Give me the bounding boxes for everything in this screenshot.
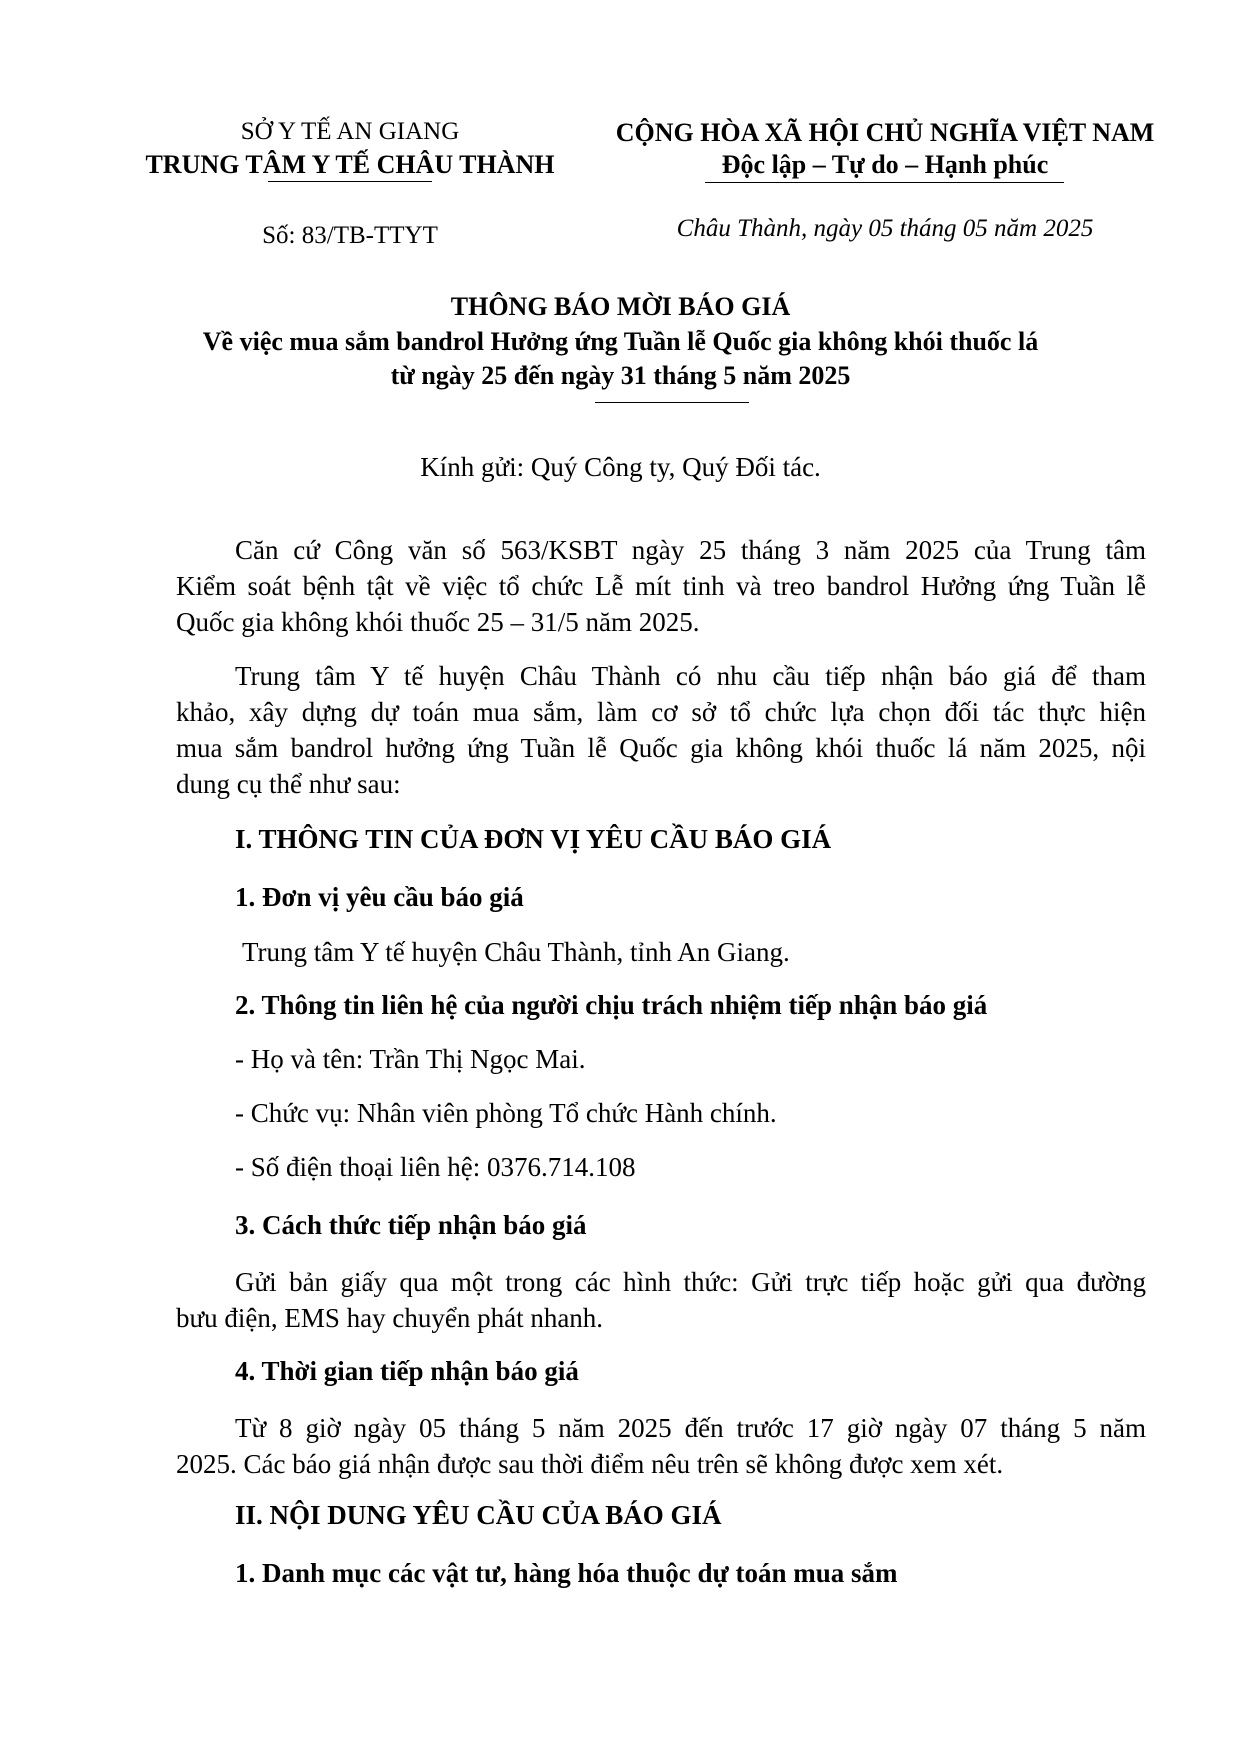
- paragraph-line: bưu điện, EMS hay chuyển phát nhanh.: [176, 1303, 604, 1333]
- paragraph-line: Quốc gia không khói thuốc 25 – 31/5 năm 2025.: [176, 607, 700, 637]
- agency-underline: [268, 181, 432, 182]
- agency-name: TRUNG TÂM Y TẾ CHÂU THÀNH: [145, 150, 555, 179]
- paragraph-line: Gửi bản giấy qua một trong các hình thức: Gửi trực tiếp hoặc gửi qua đường: [235, 1267, 1146, 1297]
- motto-underline: [705, 182, 1064, 183]
- document-subject-line-2: từ ngày 25 đến ngày 31 tháng 5 năm 2025: [390, 361, 851, 390]
- national-motto: Độc lập – Tự do – Hạnh phúc: [721, 150, 1049, 179]
- requesting-unit-name: Trung tâm Y tế huyện Châu Thành, tỉnh An Giang.: [242, 937, 790, 967]
- contact-position: - Chức vụ: Nhân viên phòng Tổ chức Hành chính.: [235, 1098, 777, 1128]
- subsection-heading: 2. Thông tin liên hệ của người chịu trách nhiệm tiếp nhận báo giá: [235, 990, 988, 1020]
- section-heading-1: I. THÔNG TIN CỦA ĐƠN VỊ YÊU CẦU BÁO GIÁ: [235, 824, 832, 854]
- paragraph-legal-basis: [176, 532, 1146, 640]
- paragraph-line: Căn cứ Công văn số 563/KSBT ngày 25 tháng 3 năm 2025 của Trung tâm: [235, 535, 1146, 565]
- paragraph-line: Từ 8 giờ ngày 05 tháng 5 năm 2025 đến trước 17 giờ ngày 07 tháng 5 năm: [235, 1413, 1146, 1443]
- national-title: CỘNG HÒA XÃ HỘI CHỦ NGHĨA VIỆT NAM: [615, 118, 1155, 147]
- document-title: THÔNG BÁO MỜI BÁO GIÁ: [450, 292, 791, 321]
- paragraph-line: khảo, xây dựng dự toán mua sắm, làm cơ sở tổ chức lựa chọn đối tác thực hiện: [176, 697, 1146, 727]
- paragraph-line: Kiểm soát bệnh tật về việc tổ chức Lễ mít tinh và treo bandrol Hưởng ứng Tuần lễ: [176, 571, 1146, 601]
- paragraph-line: dung cụ thể như sau:: [176, 769, 401, 799]
- subsection-heading: 3. Cách thức tiếp nhận báo giá: [235, 1210, 587, 1240]
- document-date: Châu Thành, ngày 05 tháng 05 năm 2025: [676, 215, 1094, 242]
- contact-phone: - Số điện thoại liên hệ: 0376.714.108: [235, 1152, 636, 1182]
- paragraph-submission-time: [176, 1410, 1146, 1482]
- salutation: Kính gửi: Quý Công ty, Quý Đối tác.: [420, 452, 821, 482]
- subsection-heading: 4. Thời gian tiếp nhận báo giá: [235, 1356, 579, 1386]
- contact-name: - Họ và tên: Trần Thị Ngọc Mai.: [235, 1044, 586, 1074]
- paragraph-line: 2025. Các báo giá nhận được sau thời điểm nêu trên sẽ không được xem xét.: [176, 1449, 1004, 1479]
- subsection-heading: 1. Đơn vị yêu cầu báo giá: [235, 882, 524, 912]
- paragraph-line: Trung tâm Y tế huyện Châu Thành có nhu cầu tiếp nhận báo giá để tham: [235, 661, 1146, 691]
- paragraph-line: mua sắm bandrol hưởng ứng Tuần lễ Quốc gia không khói thuốc lá năm 2025, nội: [176, 733, 1146, 763]
- subsection-heading: 1. Danh mục các vật tư, hàng hóa thuộc dự toán mua sắm: [235, 1558, 898, 1588]
- title-underline: [595, 402, 749, 403]
- agency-parent: SỞ Y TẾ AN GIANG: [240, 118, 460, 145]
- paragraph-submission-method: [176, 1264, 1146, 1336]
- paragraph-request: [176, 658, 1146, 802]
- section-heading-2: II. NỘI DUNG YÊU CẦU CỦA BÁO GIÁ: [235, 1500, 722, 1530]
- document-subject-line-1: Về việc mua sắm bandrol Hưởng ứng Tuần lễ Quốc gia không khói thuốc lá: [202, 327, 1039, 356]
- document-number: Số: 83/TB-TTYT: [262, 222, 438, 249]
